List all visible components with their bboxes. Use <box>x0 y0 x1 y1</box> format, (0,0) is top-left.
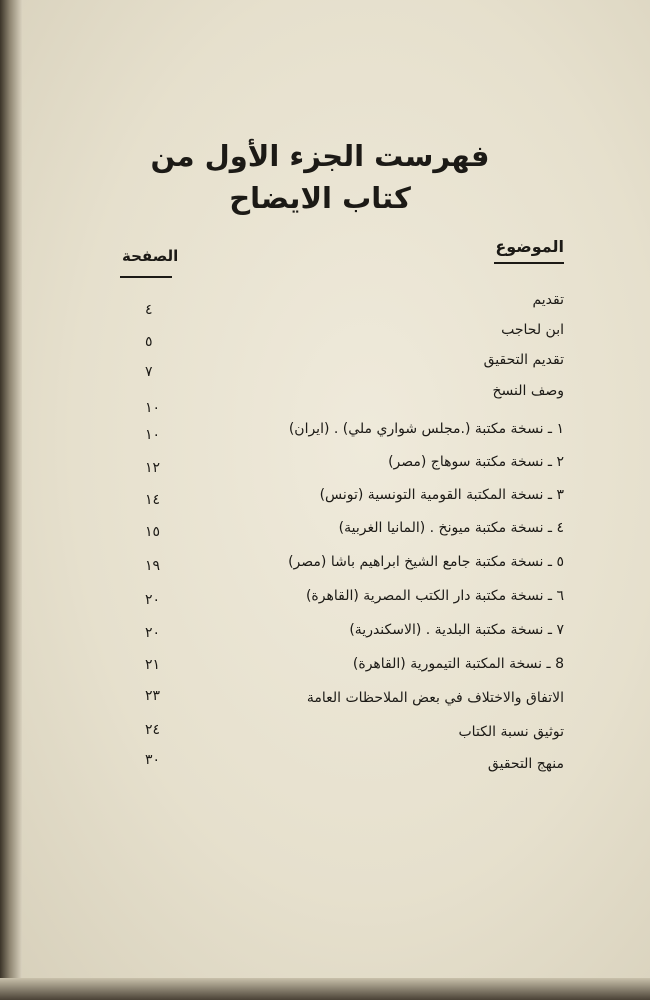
toc-entry-title: تقديم <box>532 292 564 308</box>
toc-entry-title: ١ ـ نسخة مكتبة (.مجلس شواري ملي) . (ايران) <box>288 421 564 437</box>
toc-entry-title: وصف النسخ <box>492 383 564 399</box>
toc-entry-title: ٧ ـ نسخة مكتبة البلدية . (الاسكندرية) <box>349 622 564 638</box>
toc-entry-page: ٢٤ <box>145 722 161 738</box>
toc-entry-page: ٣٠ <box>145 752 161 768</box>
toc-entry-page: ٤ <box>145 302 153 318</box>
toc-entry-page: ١٠ <box>145 427 161 443</box>
toc-entry-page: ٧ <box>145 364 153 380</box>
column-header-page: الصفحة <box>122 247 179 265</box>
toc-entry-page: ٢١ <box>145 657 161 673</box>
toc-entry-title: ابن لحاجب <box>501 322 564 338</box>
toc-entry-title: ٢ ـ نسخة مكتبة سوهاج (مصر) <box>388 454 564 470</box>
toc-entry-page: ١٩ <box>145 558 161 574</box>
toc-entry-title: ٦ ـ نسخة مكتبة دار الكتب المصرية (القاهرة) <box>305 588 564 604</box>
toc-entry-title: 8 ـ نسخة المكتبة التيمورية (القاهرة) <box>352 656 564 672</box>
page-title: فهرست الجزء الأول من كتاب الايضاح <box>150 139 490 215</box>
toc-entry-title: الاتفاق والاختلاف في بعض الملاحظات العامة <box>306 690 564 706</box>
toc-entry-title: ٣ ـ نسخة المكتبة القومية التونسية (تونس) <box>319 487 564 503</box>
toc-entry-page: ١٤ <box>145 492 161 508</box>
toc-entry-title: ٥ ـ نسخة مكتبة جامع الشيخ ابراهيم باشا (مصر) <box>288 554 564 570</box>
column-header-topic: الموضوع <box>495 237 564 256</box>
toc-entry-page: ٢٠ <box>145 625 161 641</box>
toc-entry-page: ١٢ <box>145 460 161 476</box>
toc-entry-title: منهج التحقيق <box>487 756 564 772</box>
toc-entry-title: ٤ ـ نسخة مكتبة ميونخ . (المانيا الغربية) <box>338 520 564 536</box>
page-bottom-edge <box>0 978 650 1000</box>
toc-entry-title: تقديم التحقيق <box>483 352 564 368</box>
table-of-contents <box>0 290 650 810</box>
toc-entry-title: توثيق نسبة الكتاب <box>458 724 564 740</box>
toc-entry-page: ١٠ <box>145 400 161 416</box>
page-underline <box>120 276 172 278</box>
toc-entry-page: ٢٠ <box>145 592 161 608</box>
toc-entry-page: ٥ <box>145 334 153 350</box>
topic-underline <box>494 262 564 264</box>
toc-entry-page: ٢٣ <box>145 688 161 704</box>
toc-entry-page: ١٥ <box>145 524 161 540</box>
